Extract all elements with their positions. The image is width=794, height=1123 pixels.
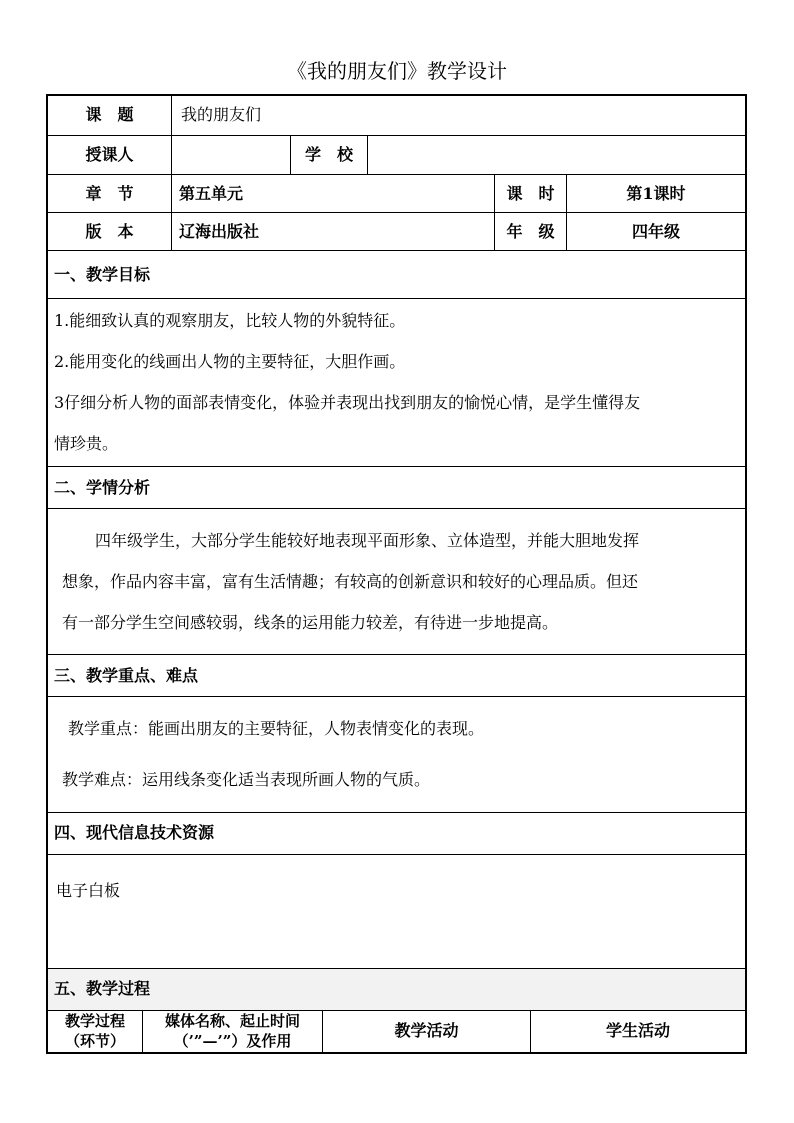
stage-header: （环节） bbox=[64, 1032, 125, 1050]
grade-label: 年 级 bbox=[506, 222, 555, 241]
row-divider bbox=[46, 696, 747, 697]
column-divider bbox=[171, 94, 172, 250]
row-divider bbox=[46, 968, 747, 969]
goals-line: 情珍贵。 bbox=[54, 434, 119, 453]
teacher-label: 授课人 bbox=[85, 145, 134, 164]
row-divider bbox=[46, 466, 747, 467]
period-label: 课 时 bbox=[506, 184, 555, 203]
table-border-bottom bbox=[46, 1052, 747, 1054]
process-heading-shade bbox=[47, 969, 746, 1010]
page-title: 《我的朋友们》教学设计 bbox=[287, 59, 507, 83]
analysis-line: 四年级学生，大部分学生能较好地表现平面形象、立体造型，并能大胆地发挥 bbox=[95, 531, 640, 550]
goals-line: 1.能细致认真的观察朋友，比较人物的外貌特征。 bbox=[54, 311, 406, 330]
resources-content: 电子白板 bbox=[56, 881, 121, 900]
goals-line: 3仔细分析人物的面部表情变化，体验并表现出找到朋友的愉悦心情，是学生懂得友 bbox=[54, 393, 641, 412]
grade-value: 四年级 bbox=[631, 222, 680, 241]
media-header: （’”—’”）及作用 bbox=[173, 1032, 292, 1050]
row-divider bbox=[46, 854, 747, 855]
analysis-heading: 二、学情分析 bbox=[54, 478, 151, 497]
resources-heading: 四、现代信息技术资源 bbox=[54, 823, 215, 842]
goals-heading: 一、教学目标 bbox=[54, 265, 151, 284]
analysis-line: 想象，作品内容丰富，富有生活情趣；有较高的创新意识和较好的心理品质。但还 bbox=[62, 572, 639, 591]
school-label: 学 校 bbox=[304, 145, 353, 164]
row-divider bbox=[46, 654, 747, 655]
stage-header: 教学过程 bbox=[64, 1012, 125, 1030]
analysis-line: 有一部分学生空间感较弱，线条的运用能力较差，有待进一步地提高。 bbox=[62, 613, 559, 632]
chapter-value: 第五单元 bbox=[179, 184, 244, 203]
row-divider bbox=[46, 135, 747, 136]
row-divider bbox=[46, 174, 747, 175]
key-point-text: 教学重点：能画出朋友的主要特征，人物表情变化的表现。 bbox=[68, 719, 485, 738]
row-divider bbox=[46, 508, 747, 509]
student-activity-header: 学生活动 bbox=[605, 1021, 670, 1040]
teacher-activity-header: 教学活动 bbox=[394, 1021, 459, 1040]
period-value: 第1课时 bbox=[626, 184, 686, 203]
table-border-top bbox=[46, 94, 747, 96]
difficulty-text: 教学难点：运用线条变化适当表现所画人物的气质。 bbox=[62, 770, 431, 789]
row-divider bbox=[46, 212, 747, 213]
table-border-right bbox=[745, 94, 747, 1053]
topic-value: 我的朋友们 bbox=[181, 105, 262, 124]
row-divider bbox=[46, 812, 747, 813]
row-divider bbox=[46, 1010, 747, 1011]
goals-line: 2.能用变化的线画出人物的主要特征，大胆作画。 bbox=[54, 352, 406, 371]
topic-label: 课 题 bbox=[85, 105, 134, 124]
media-header: 媒体名称、起止时间 bbox=[164, 1012, 300, 1030]
keypoints-heading: 三、教学重点、难点 bbox=[54, 666, 199, 685]
row-divider bbox=[46, 298, 747, 299]
edition-value: 辽海出版社 bbox=[179, 222, 260, 241]
column-divider bbox=[367, 135, 368, 174]
row-divider bbox=[46, 250, 747, 251]
chapter-label: 章 节 bbox=[85, 184, 134, 203]
process-heading: 五、教学过程 bbox=[54, 979, 151, 998]
edition-label: 版 本 bbox=[85, 222, 134, 241]
